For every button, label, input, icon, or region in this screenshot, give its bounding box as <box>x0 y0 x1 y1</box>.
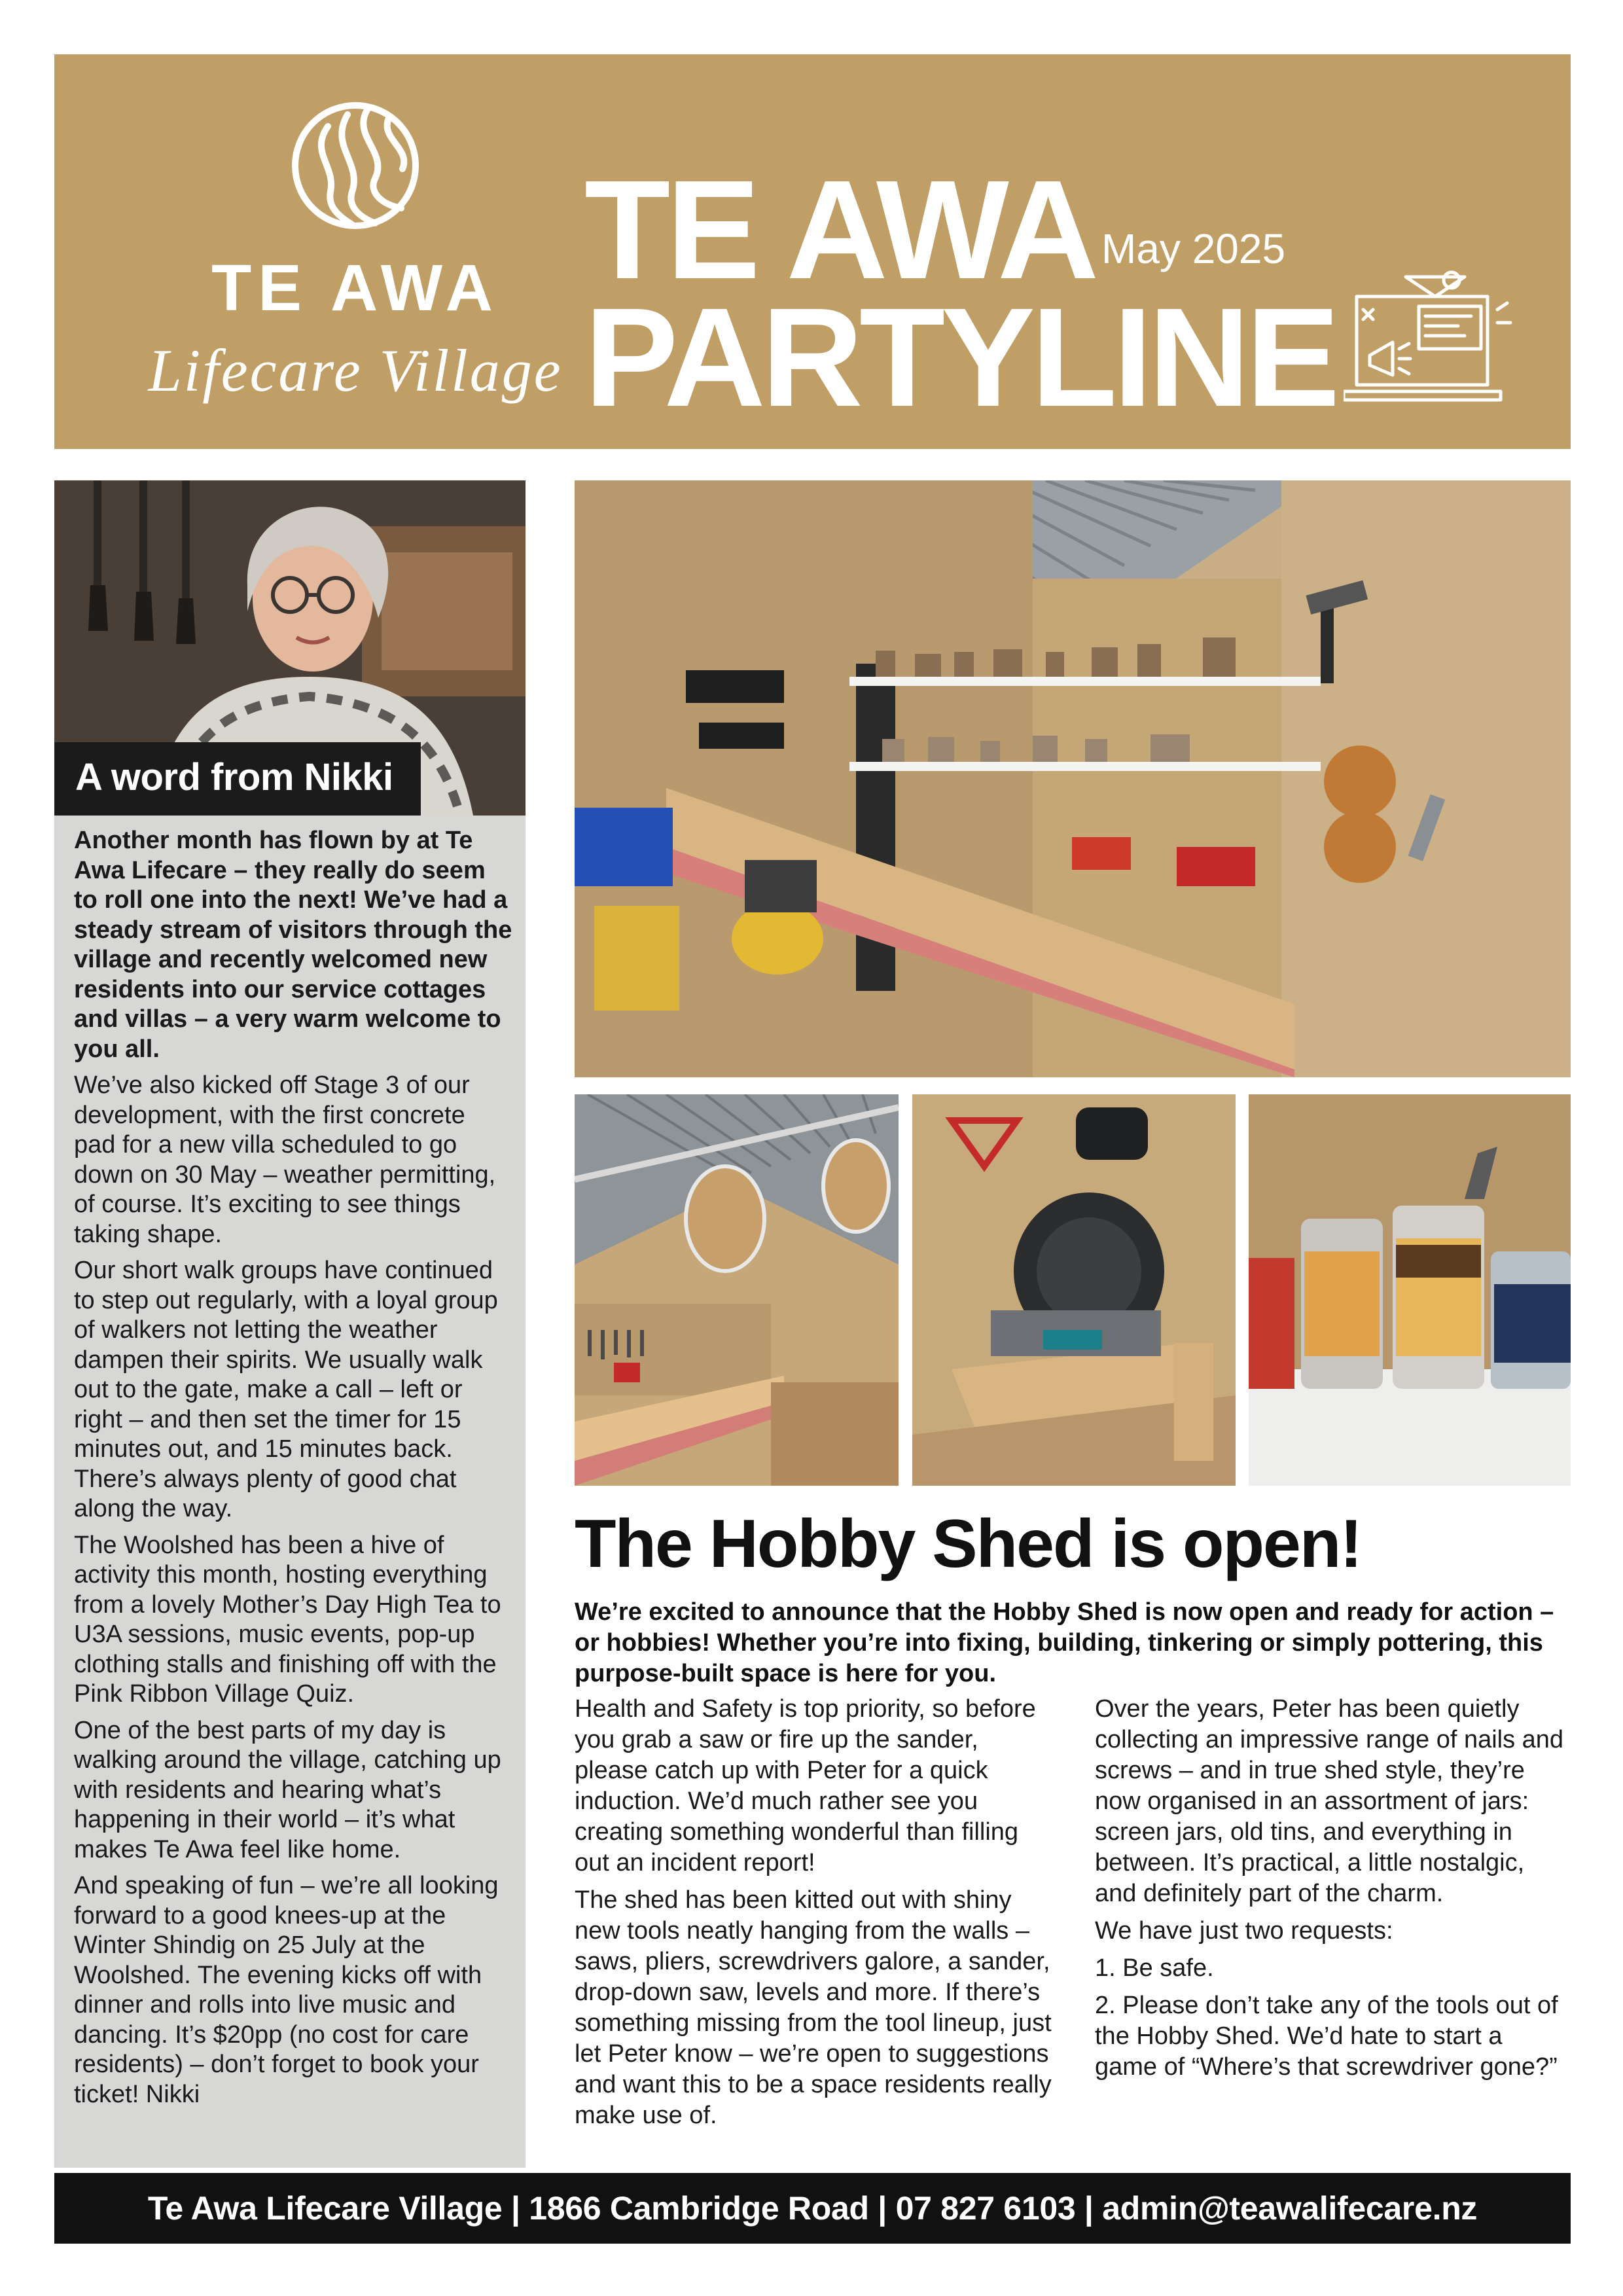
editor-sidebar <box>54 480 526 2168</box>
editor-paragraph: Another month has flown by at Te Awa Lifecare – they really do seem to roll one into the next! We’ve had a steady stream of visitors through the village and recently welcomed new residents into our service cottages and villas – a very warm welcome to you all. <box>74 827 512 1063</box>
article-paragraph: We have just two requests: <box>1095 1917 1393 1945</box>
editor-heading: A word from Nikki <box>54 742 421 816</box>
article-title: The Hobby Shed is open! <box>575 1506 1362 1582</box>
article-paragraph: Over the years, Peter has been quietly collecting an impressive range of nails and screws – and in true shed style, they’re now organised in an assortment of jars: screen jars, old tins, and everything in between. It’s practical, a little nostalgic, and definitely part of the charm. <box>1095 1695 1564 1907</box>
article-paragraph: 1. Be safe. <box>1095 1954 1214 1982</box>
brand-logo <box>94 100 565 427</box>
masthead-banner <box>54 54 1571 449</box>
article-intro: We’re excited to announce that the Hobby Shed is now open and ready for action – or hobbies! Whether you’re into fixing, building, tinkering or simply pottering, this purpose-built space is here for you. <box>575 1598 1554 1687</box>
contact-footer: Te Awa Lifecare Village | 1866 Cambridge Road | 07 827 6103 | admin@teawalifecare.nz <box>54 2173 1571 2244</box>
article-column-2 <box>1095 1694 1571 2089</box>
newsletter-laptop-icon <box>1344 270 1514 408</box>
issue-date: May 2025 <box>1101 225 1286 272</box>
article-paragraph: Health and Safety is top priority, so before you grab a saw or fire up the sander, please catch up with Peter for a quick induction. We’d much rather see you creating something wonderful than filling out an incident report! <box>575 1695 1036 1876</box>
masthead-title-line1: TE AWA <box>584 151 1096 308</box>
editor-paragraph: And speaking of fun – we’re all looking forward to a good knees-up at the Winter Shindig on 25 July at the Woolshed. The evening kicks off with dinner and rolls into live music and dancing. It’s $20pp (no cost for care residents) – don’t forget to book your ticket! Nikki <box>74 1872 499 2108</box>
drop-saw-photo <box>912 1094 1236 1486</box>
article-column-1 <box>575 1694 1052 2138</box>
masthead-title-line2: PARTYLINE <box>584 278 1336 436</box>
editor-paragraph: One of the best parts of my day is walking around the village, catching up with residents and hearing what’s happening in their world – it’s what makes Te Awa feel like home. <box>74 1716 501 1863</box>
article-paragraph: 2. Please don’t take any of the tools out of the Hobby Shed. We’d hate to start a game of “Where’s that screwdriver gone?” <box>1095 1992 1558 2081</box>
hobby-shed-interior-photo <box>575 1094 899 1486</box>
editor-paragraph: The Woolshed has been a hive of activity this month, hosting everything from a lovely Mother’s Day High Tea to U3A sessions, music events, pop-up clothing stalls and finishing off with the Pink Ribbon Village Quiz. <box>74 1531 501 1708</box>
hobby-shed-workbench-photo <box>575 480 1571 1077</box>
brand-name: TE AWA <box>211 251 499 325</box>
brand-subtitle: Lifecare Village <box>148 337 563 404</box>
editor-paragraph: We’ve also kicked off Stage 3 of our development, with the first concrete pad for a new villa scheduled to go down on 30 May – weather permitting, of course. It’s exciting to see things taking shape. <box>74 1071 496 1248</box>
article-paragraph: The shed has been kitted out with shiny new tools neatly hanging from the walls – saws, pliers, screwdrivers galore, a sander, drop-down saw, levels and more. If there’s something missing from the tool lineup, just let Peter know – we’re open to suggestions and want this to be a space residents really make use of. <box>575 1886 1052 2129</box>
editor-letter <box>74 826 512 2116</box>
river-logo-icon <box>290 100 421 231</box>
nail-jars-photo <box>1249 1094 1571 1486</box>
editor-paragraph: Our short walk groups have continued to step out regularly, with a loyal group of walkers not letting the weather dampen their spirits. We usually walk out to the gate, make a call – left or right – and then set the timer for 15 minutes out, and 15 minutes back. There’s always plenty of good chat along the way. <box>74 1257 498 1522</box>
